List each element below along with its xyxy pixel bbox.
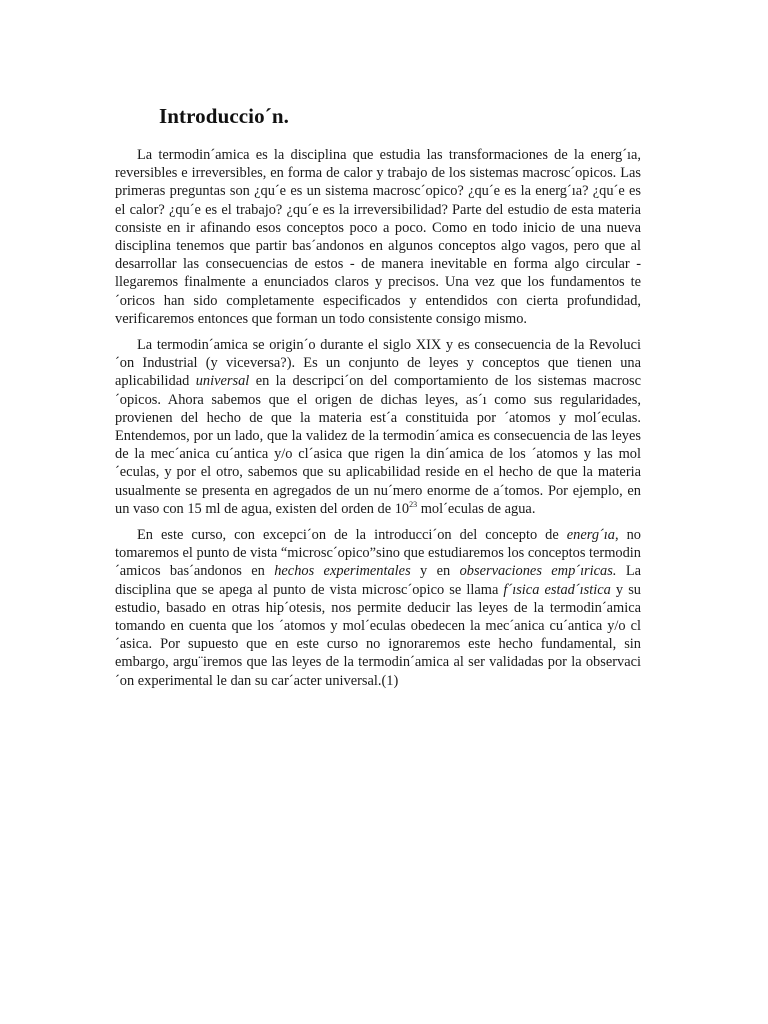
paragraph-text: mol´eculas de agua.	[417, 500, 536, 517]
paragraph-text: La termodin´amica se origin´o durante el siglo XIX y es consecuencia de la Revoluci´on Industrial (y viceversa?). Es un conjunto de leyes y conceptos que tienen una aplicabilidad	[115, 337, 641, 390]
body-text	[115, 146, 641, 698]
paragraph-text: En este curso, con excepci´on de la introducci´on del concepto de	[137, 527, 567, 544]
section-heading: Introduccio´n.	[159, 104, 289, 128]
paragraph	[115, 526, 641, 690]
paragraph	[115, 146, 641, 328]
paragraph-text: La termodin´amica es la disciplina que estudia las transformaciones de la energ´ıa, reversibles e irreversibles, en forma de calor y trabajo de los sistemas macrosc´opicos. Las primeras preguntas son ¿qu´e es un sistema macrosc´opico? ¿qu´e es la energ´ıa? ¿qu´e es el calor? ¿qu´e es el trabajo? ¿qu´e es la irreversibilidad? Parte del estudio de esta materia consiste en ir afinando esos conceptos poco a poco. Como en todo inicio de una nueva disciplina tenemos que partir bas´andonos en algunos conceptos algo vagos, pero que al desarrollar las consecuencias de estos - de manera inevitable en forma algo circular - llegaremos finalmente a enunciados claros y precisos. Una vez que los fundamentos te´oricos han sido completamente especificados y entendidos con cierta profundidad, verificaremos entonces que forman un todo consistente consigo mismo.	[115, 147, 641, 327]
emphasized-term: f´ısica estad´ıstica	[503, 581, 611, 598]
paragraph-text: en la descripci´on del comportamiento de los sistemas macrosc´opicos. Ahora sabemos que el origen de dichas leyes, as´ı como sus regularidades, provienen del hecho de que la materia est´a constituida por ´atomos y mol´eculas. Entendemos, por un lado, que la validez de la termodin´amica es consecuencia de las leyes de la mec´anica cu´antica y/o cl´asica que rigen la din´amica de los ´atomos y las mol´eculas, y por el otro, sabemos que su aplicabilidad reside en el hecho de que la materia usualmente se presenta en agregados de un nu´mero enorme de a´tomos. Por ejemplo, en un vaso con 15 ml de agua, existen del orden de 10	[115, 373, 642, 517]
exponent: 23	[409, 500, 418, 510]
paragraph-text: y en	[410, 563, 460, 580]
emphasized-term: universal	[195, 373, 250, 390]
emphasized-term: hechos experimentales	[274, 563, 411, 580]
paragraph-text: y su estudio, basado en otras hip´otesis, nos permite deducir las leyes de la termodin´amica tomando en cuenta que los ´atomos y mol´eculas obedecen la mec´anica cu´antica y/o cl´asica. Por supuesto que en este curso no ignoraremos este hecho fundamental, sin embargo, argu¨iremos que las leyes de la termodin´amica al ser validadas por la observaci´on experimental le dan su car´acter universal.(1)	[115, 581, 641, 689]
emphasized-term: observaciones emp´ıricas.	[459, 563, 617, 580]
paragraph-text: La disciplina que se apega al punto de vista microsc´opico se llama	[115, 563, 642, 598]
paragraph	[115, 336, 641, 518]
paragraph-text: , no tomaremos el punto de vista “microsc´opico”sino que estudiaremos los conceptos termodin´amicos bas´andonos en	[115, 527, 642, 580]
emphasized-term: energ´ıa	[566, 527, 615, 544]
